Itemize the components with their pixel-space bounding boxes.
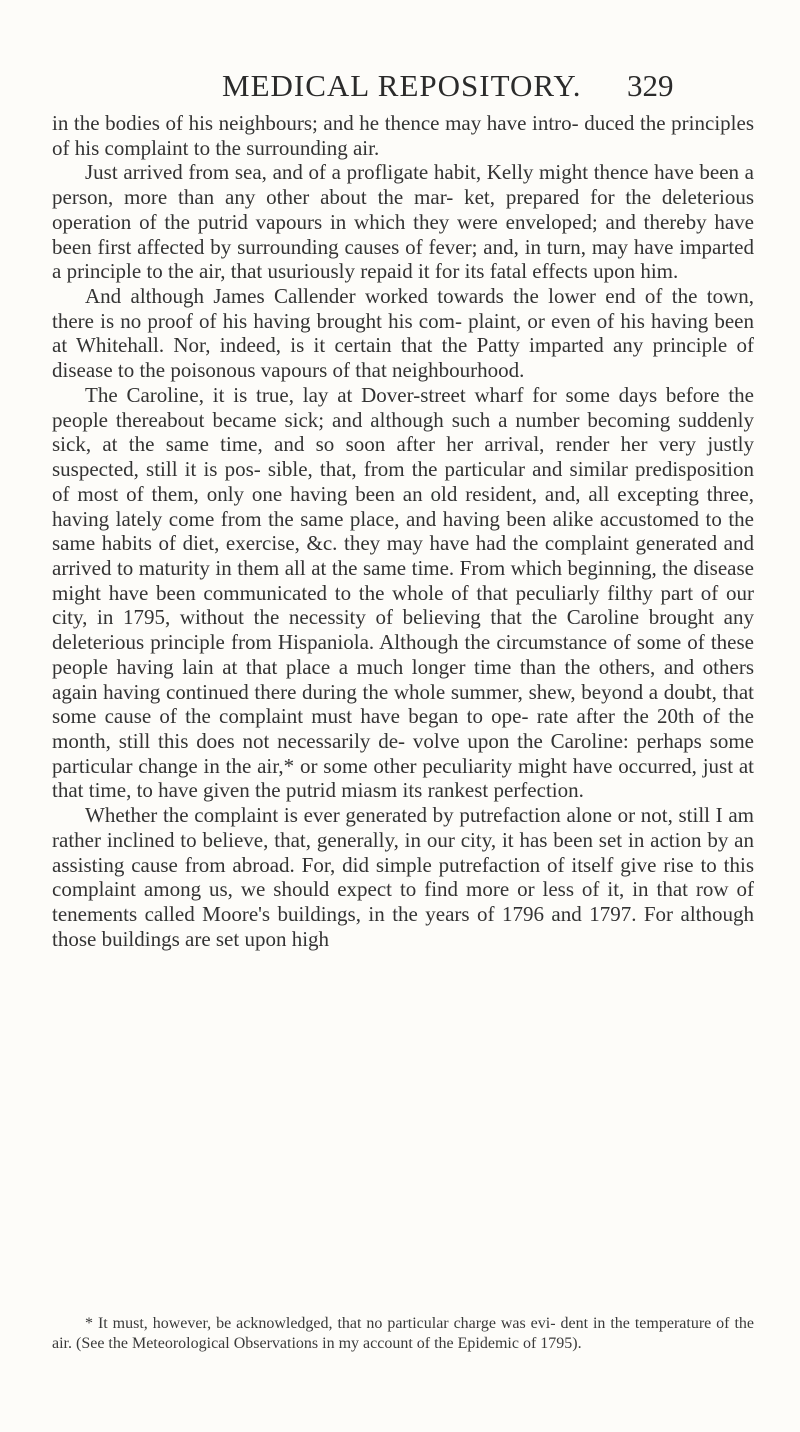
paragraph-putrefaction: Whether the complaint is ever generated by putrefaction alone or not, still I am rather inclined to believe, that, generally, in our city, it has been set in action by an assisting cause from abroad. For, did simple putrefaction of itself give rise to this complaint among us, we should expect to find more or less of it, in that row of tenements called Moore's buildings, in the years of 1796 and 1797. For although those buildings are set upon high xyxy=(52,803,754,951)
page-number: 329 xyxy=(627,68,674,103)
running-title: MEDICAL REPOSITORY. xyxy=(222,68,582,103)
running-head xyxy=(0,68,800,108)
footnote: * It must, however, be acknowledged, that no particular charge was evi- dent in the temperature of the air. (See the Meteorological Observations in my account of the Epidemic of 1795). xyxy=(52,1315,754,1352)
paragraph-callender: And although James Callender worked towards the lower end of the town, there is no proof of his having brought his com- plaint, or even of his having been at Whitehall. Nor, indeed, is it certain that the Patty imparted any principle of disease to the poisonous vapours of that neighbourhood. xyxy=(52,284,754,383)
body-text xyxy=(52,111,754,951)
paragraph-continuation: in the bodies of his neighbours; and he thence may have intro- duced the principles of his complaint to the surrounding air. xyxy=(52,111,754,160)
paragraph-kelly: Just arrived from sea, and of a profligate habit, Kelly might thence have been a person, more than any other about the mar- ket, prepared for the deleterious operation of the putrid vapours in which they were enveloped; and thereby have been first affected by surrounding causes of fever; and, in turn, may have imparted a principle to the air, that usuriously repaid it for its fatal effects upon him. xyxy=(52,160,754,284)
paragraph-caroline: The Caroline, it is true, lay at Dover-street wharf for some days before the people thereabout became sick; and although such a number becoming suddenly sick, at the same time, and so soon after her arrival, render her very justly suspected, still it is pos- sible, that, from the particular and similar predisposition of most of them, only one having been an old resident, and, all excepting three, having lately come from the same place, and having been alike accustomed to the same habits of diet, exercise, &c. they may have had the complaint generated and arrived to maturity in them all at the same time. From which beginning, the disease might have been communicated to the whole of that peculiarly filthy part of our city, in 1795, without the necessity of believing that the Caroline brought any deleterious principle from Hispaniola. Although the circumstance of some of these people having lain at that place a much longer time than the others, and others again having continued there during the whole summer, shew, beyond a doubt, that some cause of the complaint must have began to ope- rate after the 20th of the month, still this does not necessarily de- volve upon the Caroline: perhaps some particular change in the air,* or some other peculiarity might have occurred, just at that time, to have given the putrid miasm its rankest perfection. xyxy=(52,382,754,803)
